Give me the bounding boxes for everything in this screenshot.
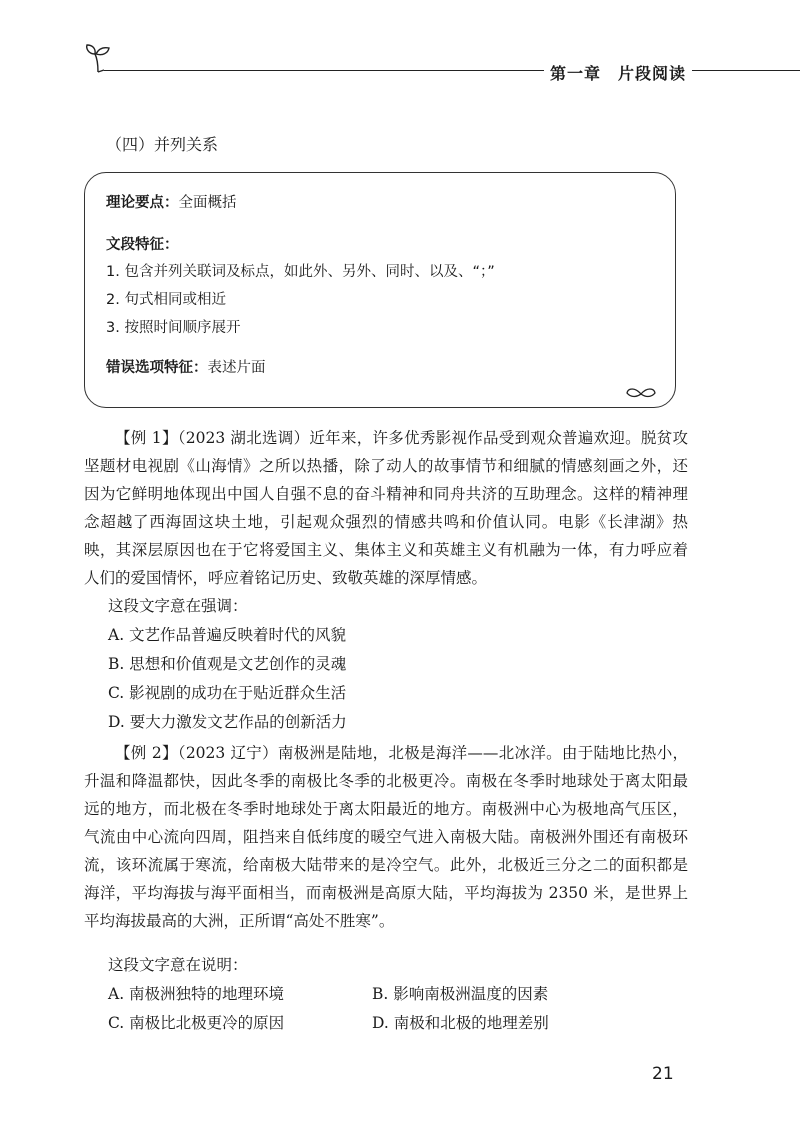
example-1-option-c: C. 影视剧的成功在于贴近群众生活 [108, 684, 347, 702]
wrong-option-value: 表述片面 [207, 360, 266, 376]
leaf-ornament-icon [625, 385, 657, 401]
example-2-option-b: B. 影响南极洲温度的因素 [372, 985, 549, 1003]
feature-item: 2. 句式相同或相近 [106, 292, 226, 308]
header-rule-right [692, 70, 800, 71]
page-number: 21 [652, 1064, 674, 1084]
wrong-option-label: 错误选项特征： [106, 360, 208, 376]
example-1-question: 这段文字意在强调： [108, 597, 248, 615]
running-header [84, 42, 800, 82]
features-label: 文段特征： [106, 237, 179, 253]
feature-item: 3. 按照时间顺序展开 [106, 320, 241, 336]
key-point-value: 全面概括 [178, 195, 237, 211]
example-2-option-d: D. 南极和北极的地理差别 [372, 1014, 549, 1032]
feature-item: 1. 包含并列关联词及标点，如此外、另外、同时、以及、“；” [106, 264, 495, 280]
example-1-option-a: A. 文艺作品普遍反映着时代的风貌 [108, 626, 347, 644]
key-point-label: 理论要点： [106, 195, 179, 211]
example-1-passage: 【例 1】（2023 湖北选调）近年来，许多优秀影视作品受到观众普遍欢迎。脱贫攻坚题材电视剧《山海情》之所以热播，除了动人的故事情节和细腻的情感刻画之外，还因为它鲜明地体现出中国人自强不息的奋斗精神和同舟共济的互助理念。这样的精神理念超越了西海固这块土地，引起观众强烈的情感共鸣和价值认同。电影《长津湖》热映，其深层原因也在于它将爱国主义、集体主义和英雄主义有机融为一体，有力呼应着人们的爱国情怀，呼应着铭记历史、致敬英雄的深厚情感。 [84, 429, 688, 587]
key-point-line [106, 191, 237, 212]
example-2-passage: 【例 2】（2023 辽宁）南极洲是陆地，北极是海洋——北冰洋。由于陆地比热小，升温和降温都快，因此冬季的南极比冬季的北极更冷。南极在冬季时地球处于离太阳最远的地方，而北极在冬季时地球处于离太阳最近的地方。南极洲中心为极地高气压区，气流由中心流向四周，阻挡来自低纬度的暖空气进入南极大陆。南极洲外围还有南极环流，该环流属于寒流，给南极大陆带来的是冷空气。此外，北极近三分之二的面积都是海洋，平均海拔与海平面相当，而南极洲是高原大陆，平均海拔为 2350 米，是世界上平均海拔最高的大洲，正所谓“高处不胜寒”。 [84, 744, 688, 930]
chapter-title: 第一章 片段阅读 [550, 64, 687, 83]
example-1-option-d: D. 要大力激发文艺作品的创新活力 [108, 713, 347, 731]
example-1-option-b: B. 思想和价值观是文艺创作的灵魂 [108, 655, 347, 673]
example-2-option-c: C. 南极比北极更冷的原因 [108, 1014, 285, 1032]
section-title: （四）并列关系 [106, 135, 219, 154]
example-2-question: 这段文字意在说明： [108, 956, 248, 974]
header-rule-left [104, 70, 544, 71]
example-2-option-a: A. 南极洲独特的地理环境 [108, 985, 285, 1003]
wrong-option-line [106, 356, 266, 377]
